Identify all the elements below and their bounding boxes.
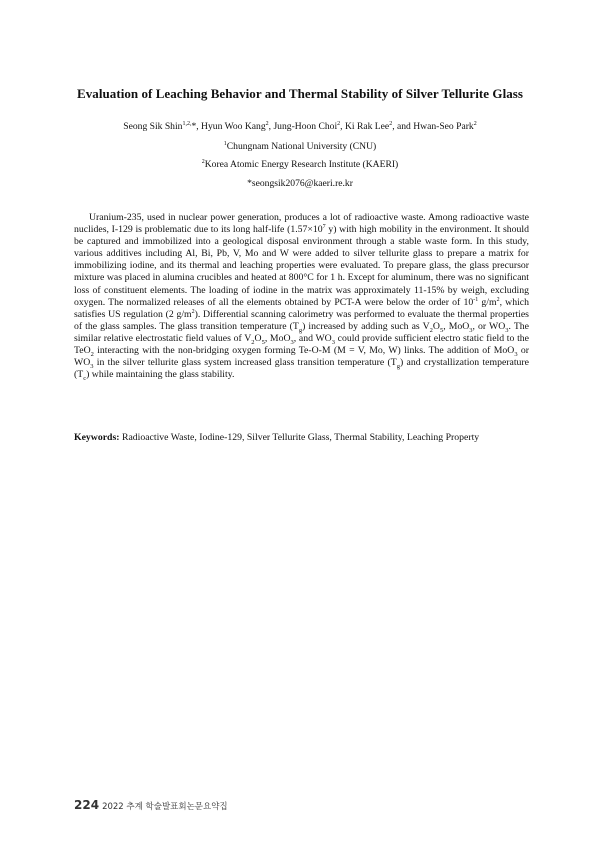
abstract-text: Uranium-235, used in nuclear power generation, produces a lot of radioactive waste. Among radioactive waste nuclides, I-129 is problematic due to its long half-life (1.57×10 [74, 212, 529, 236]
abstract-text: O [254, 332, 262, 344]
author-affiliation-mark: 1,2, [182, 120, 192, 127]
abstract-text: ). Differential scanning calorimetry was performed to evaluate the thermal properties of the glass samples. The glass transition temperature (T [74, 308, 529, 332]
abstract-text: ) increased by adding such as V [302, 320, 430, 332]
abstract-text: could provide sufficient electro static field to the TeO [74, 332, 529, 357]
abstract-text: O [432, 320, 440, 332]
abstract-text: in the silver tellurite glass system increased glass transition temperature (T [93, 357, 397, 369]
page-footer [74, 794, 228, 813]
affiliation-mark: 2 [201, 158, 205, 165]
page-number: 224 [74, 798, 100, 812]
keywords-text: Radioactive Waste, Iodine-129, Silver Tellurite Glass, Thermal Stability, Leaching Property [119, 432, 480, 443]
abstract-text: ) and crystallization temperature (T [74, 357, 530, 381]
affiliation-2 [0, 159, 600, 170]
affiliation-1 [0, 141, 600, 152]
subscript: 3 [331, 338, 335, 346]
author-name: , and Hwan-Seo Park [392, 121, 474, 132]
superscript: -1 [473, 296, 479, 303]
subscript: 3 [514, 350, 518, 358]
author-affiliation-mark: 2 [473, 120, 477, 127]
abstract-text: g/m [478, 296, 497, 308]
paper-title: Evaluation of Leaching Behavior and Thermal Stability of Silver Tellurite Glass [77, 86, 523, 101]
affiliation-mark: 1 [223, 140, 227, 147]
abstract-paragraph [74, 212, 529, 381]
author-name: , Ki Rak Lee [340, 121, 390, 132]
abstract-text: , and WO [293, 332, 332, 344]
subscript: 2 [90, 350, 94, 358]
abstract-text: y) with high mobility in the environment. It should be captured and immobilized into a geological disposal environment through a stable waste form. In this study, various additives including Al, Bi, Pb, V, Mo and W were added to silver tellurite glass to prepare a matrix for immobilizing iodine, and its thermal and leaching properties were evaluated. To prepare glass, the glass precursor mixture was placed in alumina crucibles and heated at 800°C for 1 h. Except for aluminum, there was no significant loss of constituent elements. The loading of iodine in the matrix was approximately 11-15% by weigh, excluding oxygen. The normalized releases of all the elements obtained by PCT-A were below the order of 10 [74, 224, 529, 308]
subscript: 2 [251, 338, 255, 346]
abstract-text: . The similar relative electrostatic field values of V [74, 320, 529, 344]
abstract-text: , MoO [443, 320, 470, 332]
subscript: c [83, 375, 87, 383]
abstract-text: interacting with the non-bridging oxygen forming Te-O-M (M = V, Mo, W) links. The addition of MoO [93, 345, 515, 357]
abstract-text: , or WO [472, 320, 506, 332]
subscript: g [298, 326, 303, 334]
subscript: 3 [90, 363, 94, 371]
subscript: g [396, 363, 400, 371]
superscript: 2 [191, 308, 195, 315]
subscript: 3 [505, 326, 509, 334]
keywords-label: Keywords: [74, 432, 120, 443]
author-affiliation-mark: 2 [337, 120, 341, 127]
subscript: 2 [429, 326, 433, 334]
affiliation-text: Chungnam National University (CNU) [226, 141, 377, 152]
subscript: 5 [439, 326, 444, 334]
abstract-text: ) while maintaining the glass stability. [86, 369, 235, 381]
abstract-text: , MoO [264, 332, 291, 344]
author-affiliation-mark: 2 [389, 120, 393, 127]
author-affiliation-mark: 2 [265, 120, 269, 127]
subscript: 3 [290, 338, 294, 346]
author-list [0, 121, 600, 132]
proceedings-title: 2022 추계 학술발표회논문요약집 [102, 802, 228, 812]
author-name: Seong Sik Shin [123, 121, 183, 132]
author-name: , Jung-Hoon Choi [268, 121, 338, 132]
keywords-line [74, 432, 544, 443]
author-email: *seongsik2076@kaeri.re.kr [247, 178, 353, 189]
abstract-text: , which satisfies US regulation (2 g/m [74, 296, 530, 320]
subscript: 3 [469, 326, 473, 334]
superscript: 7 [322, 223, 326, 230]
abstract-text: or WO [74, 345, 529, 369]
superscript: 2 [496, 296, 500, 303]
corresponding-author-mark: * [191, 121, 197, 132]
subscript: 5 [261, 338, 265, 346]
affiliation-text: Korea Atomic Energy Research Institute (KAERI) [204, 159, 399, 170]
author-name: , Hyun Woo Kang [196, 121, 266, 132]
